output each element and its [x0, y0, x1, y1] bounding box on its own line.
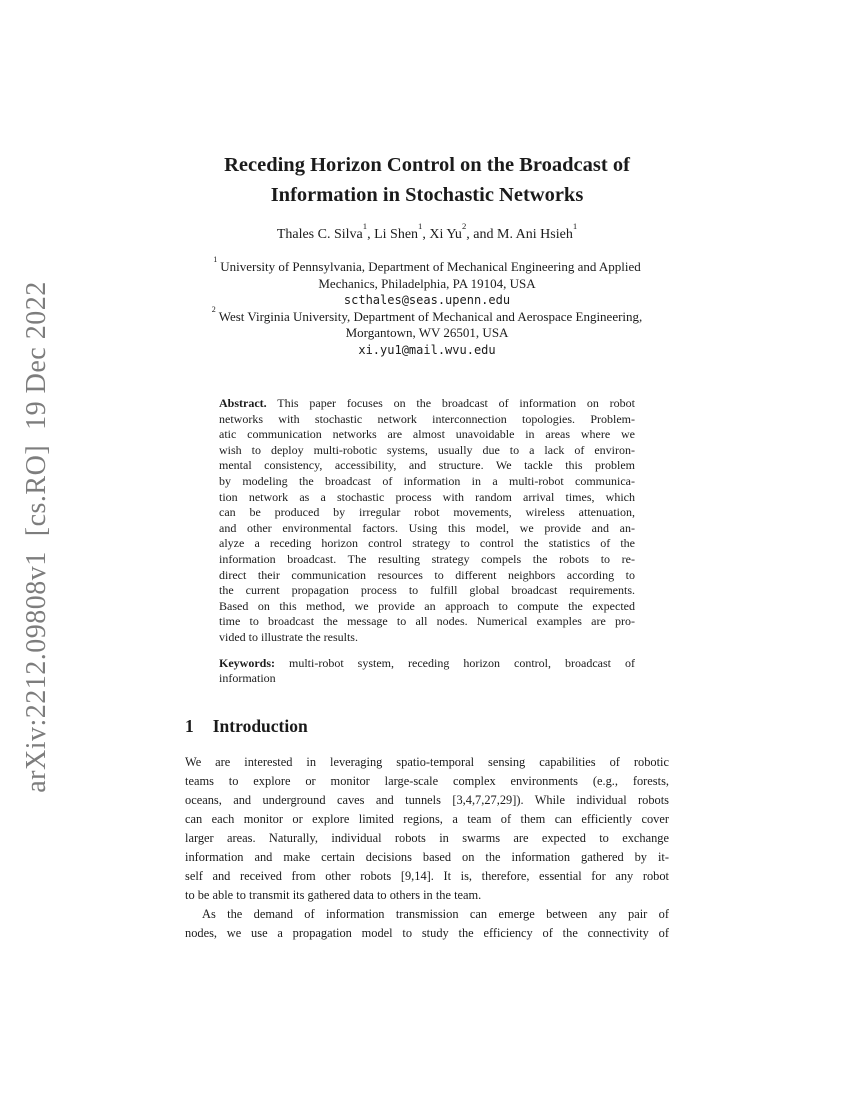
section-title: Introduction: [212, 715, 308, 736]
text-line: teams to explore or monitor large-scale complex environments (e.g., forests,: [185, 773, 669, 788]
text-line: networks with stochastic network interconnection topologies. Problem-: [219, 411, 635, 426]
affiliation-marker: 2: [211, 304, 216, 314]
text-line: and other environmental factors. Using this model, we provide and an-: [219, 520, 635, 535]
text-line: can each monitor or explore limited regions, a team of them can efficiently cover: [185, 811, 669, 826]
section-number: 1: [185, 715, 194, 736]
text-line: vided to illustrate the results.: [219, 629, 358, 644]
affiliation-email: xi.yu1@mail.wvu.edu: [358, 342, 496, 357]
intro-paragraph-1: [185, 753, 669, 905]
author-name: M. Ani Hsieh: [497, 227, 573, 242]
affiliation-text: West Virginia University, Department of Mechanical and Aerospace Engineering,: [218, 308, 643, 324]
author-affiliation-ref: 1: [572, 220, 578, 231]
text-line: nodes, we use a propagation model to study the efficiency of the connectivity of: [185, 925, 669, 940]
text-line: the current propagation process to fulfill global broadcast requirements.: [219, 583, 635, 598]
author-separator: , and: [466, 227, 497, 242]
authors-line: [185, 220, 669, 243]
text-line: self and received from other robots [9,14]. It is, therefore, essential for any robot: [185, 868, 669, 883]
affiliation-email: scthales@seas.upenn.edu: [343, 293, 511, 307]
paper-title: [185, 150, 669, 210]
keywords-second-line: information: [219, 671, 276, 686]
text-line: alyze a receding horizon control strategy to control the statistics of the: [219, 536, 635, 551]
text-line: atic communication networks are almost unavoidable in areas where we: [219, 427, 635, 442]
paper-title-line1: Receding Horizon Control on the Broadcast of: [224, 154, 630, 176]
author-name: Li Shen: [374, 227, 419, 242]
author-name: Thales C. Silva: [276, 227, 363, 242]
intro-paragraph-2: [185, 905, 669, 943]
affiliation-text: University of Pennsylvania, Department of Mechanical Engineering and Applied: [220, 259, 641, 274]
abstract-text: This paper focuses on the broadcast of information on robot: [277, 396, 635, 410]
author-affiliation-ref: 1: [362, 220, 368, 231]
text-line: direct their communication resources to different neighbors according to: [219, 567, 635, 582]
author-separator: ,: [367, 227, 375, 242]
affiliation-marker: 1: [213, 255, 218, 265]
text-line: can be produced by irregular robot movements, wireless attenuation,: [219, 505, 635, 520]
author-separator: ,: [422, 227, 430, 242]
text-line: time to broadcast the message to all nodes. Numerical examples are pro-: [219, 614, 635, 629]
keywords-text: multi-robot system, receding horizon control, broadcast of: [289, 655, 635, 670]
text-line: mental consistency, accessibility, and structure. We tackle this problem: [219, 458, 635, 473]
affiliation-line: Mechanics, Philadelphia, PA 19104, USA: [318, 275, 536, 291]
text-line: to be able to transmit its gathered data to others in the team.: [185, 887, 482, 902]
affiliation-line: [185, 255, 669, 276]
text-line: oceans, and underground caves and tunnels [3,4,7,27,29]). While individual robots: [185, 792, 669, 807]
text-line: information broadcast. The resulting strategy compels the robots to re-: [219, 551, 635, 566]
abstract-first-line: [219, 396, 635, 412]
text-line: by modeling the broadcast of information in a multi-robot communica-: [219, 473, 635, 488]
affiliations: [185, 255, 669, 358]
text-line: tion network as a stochastic process with random arrival times, which: [219, 489, 635, 504]
keywords-section: [219, 656, 635, 687]
keywords-label: Keywords:: [219, 655, 275, 670]
affiliation-line: [185, 304, 669, 326]
abstract-label: Abstract.: [219, 396, 267, 410]
text-line: We are interested in leveraging spatio-temporal sensing capabilities of robotic: [185, 754, 669, 769]
text-line: information and make certain decisions based on the information gathered by it-: [185, 849, 669, 864]
author-affiliation-ref: 1: [418, 220, 423, 231]
section-heading-introduction: [185, 715, 669, 737]
abstract-section: [219, 396, 635, 646]
text-line: Based on this method, we provide an approach to compute the expected: [219, 598, 635, 613]
author-affiliation-ref: 2: [461, 220, 467, 231]
text-line: wish to deploy multi-robotic systems, usually due to a lack of environ-: [219, 442, 635, 457]
author-name: Xi Yu: [429, 227, 462, 242]
paper-content: [185, 0, 669, 943]
affiliation-line: Morgantown, WV 26501, USA: [345, 325, 509, 340]
text-line: As the demand of information transmission can emerge between any pair of: [202, 906, 669, 921]
text-line: larger areas. Naturally, individual robots in swarms are expected to exchange: [185, 830, 669, 845]
keywords-first-line: [219, 656, 635, 672]
paper-title-line2: Information in Stochastic Networks: [270, 184, 584, 206]
arxiv-watermark: arXiv:2212.09808v1 [cs.RO] 19 Dec 2022: [21, 281, 52, 793]
